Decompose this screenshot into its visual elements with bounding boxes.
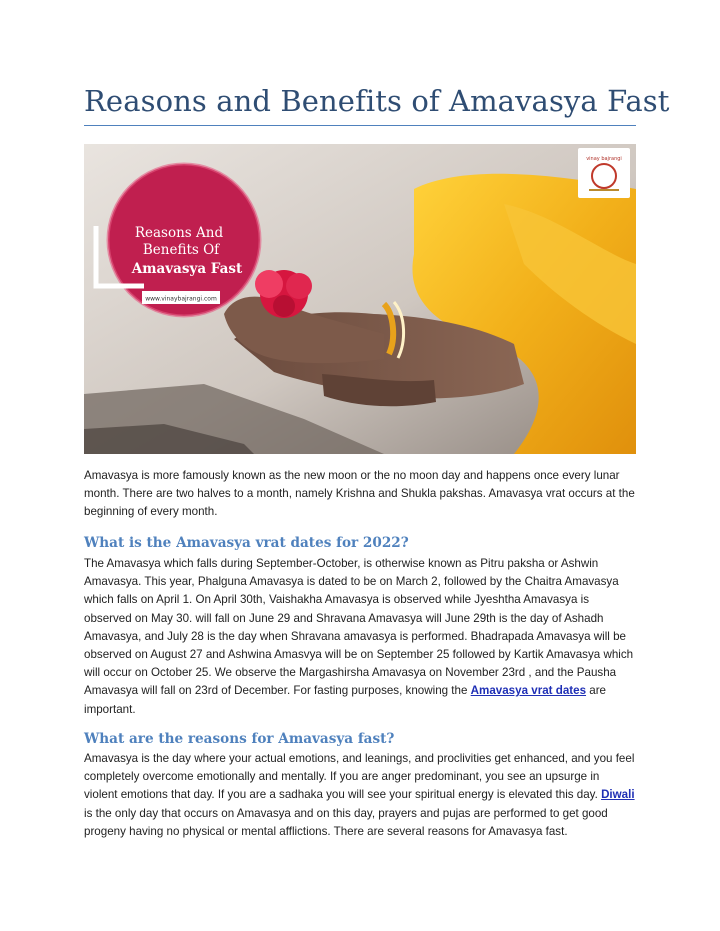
hero-badge-line2: Benefits Of <box>142 242 220 258</box>
hero-website: www.vinaybajrangi.com <box>145 295 217 303</box>
section1-text-end: are important. <box>84 684 607 716</box>
section2-heading: What are the reasons for Amavasya fast? <box>84 731 395 747</box>
hero-badge-line1: Reasons And <box>134 225 224 241</box>
hero-badge-line3: Amavasya Fast <box>131 261 243 277</box>
section1-heading: What is the Amavasya vrat dates for 2022? <box>84 535 409 551</box>
intro-paragraph: Amavasya is more famously known as the new moon or the no moon day and happens once every lunar month. There are two halves to a month, namely Krishna and Shukla pakshas. Amavasya vrat occurs at the beginning of every month. <box>84 469 635 519</box>
section2-paragraph <box>84 750 636 841</box>
section1-paragraph <box>84 555 636 719</box>
title-underline <box>84 125 636 126</box>
hero-image <box>84 144 636 454</box>
amavasya-vrat-dates-link[interactable]: Amavasya vrat dates <box>470 684 587 698</box>
section2-text: Amavasya is the day where your actual emotions, and leanings, and proclivities get enhanced, and you feel completely overcome emotionally and mentally. If you are anger predominant, you see an upsurge in violent emotions that day. If you are a sadhaka you will see your spiritual energy is elevated this day. <box>84 752 635 802</box>
logo-text: vinay bajrangi <box>586 156 622 162</box>
section2-text-end: is the only day that occurs on Amavasya and on this day, prayers and pujas are performed to get good progeny having no physical or mental afflictions. There are several reasons for Amavasya fast. <box>84 806 608 838</box>
section1-text: The Amavasya which falls during September-October, is otherwise known as Pitru paksha or Ashwin Amavasya. This year, Phalguna Amavasya is dated to be on March 2, followed by the Chaitra Amavasya which falls on April 1. On April 30th, Vaishakha Amavasya is observed while Jyeshtha Amavasya is observed on May 30. will fall on June 29 and Shravana Amavasya will June 29th is the day of Ashadh Amavasya, and July 28 is the day when Shravana amavasya is performed. Bhadrapada Amavasya will be observed on August 27 and Ashwina Amasvya will be on September 25 followed by Kartik Amavasya which will occur on October 25. We observe the Margashirsha Amavasya on November 23rd , and the Pausha Amavasya will fall on 23rd of December. For fasting purposes, knowing the <box>84 557 634 698</box>
diwali-link[interactable]: Diwali <box>601 788 635 802</box>
page-title: Reasons and Benefits of Amavasya Fast <box>84 84 670 118</box>
